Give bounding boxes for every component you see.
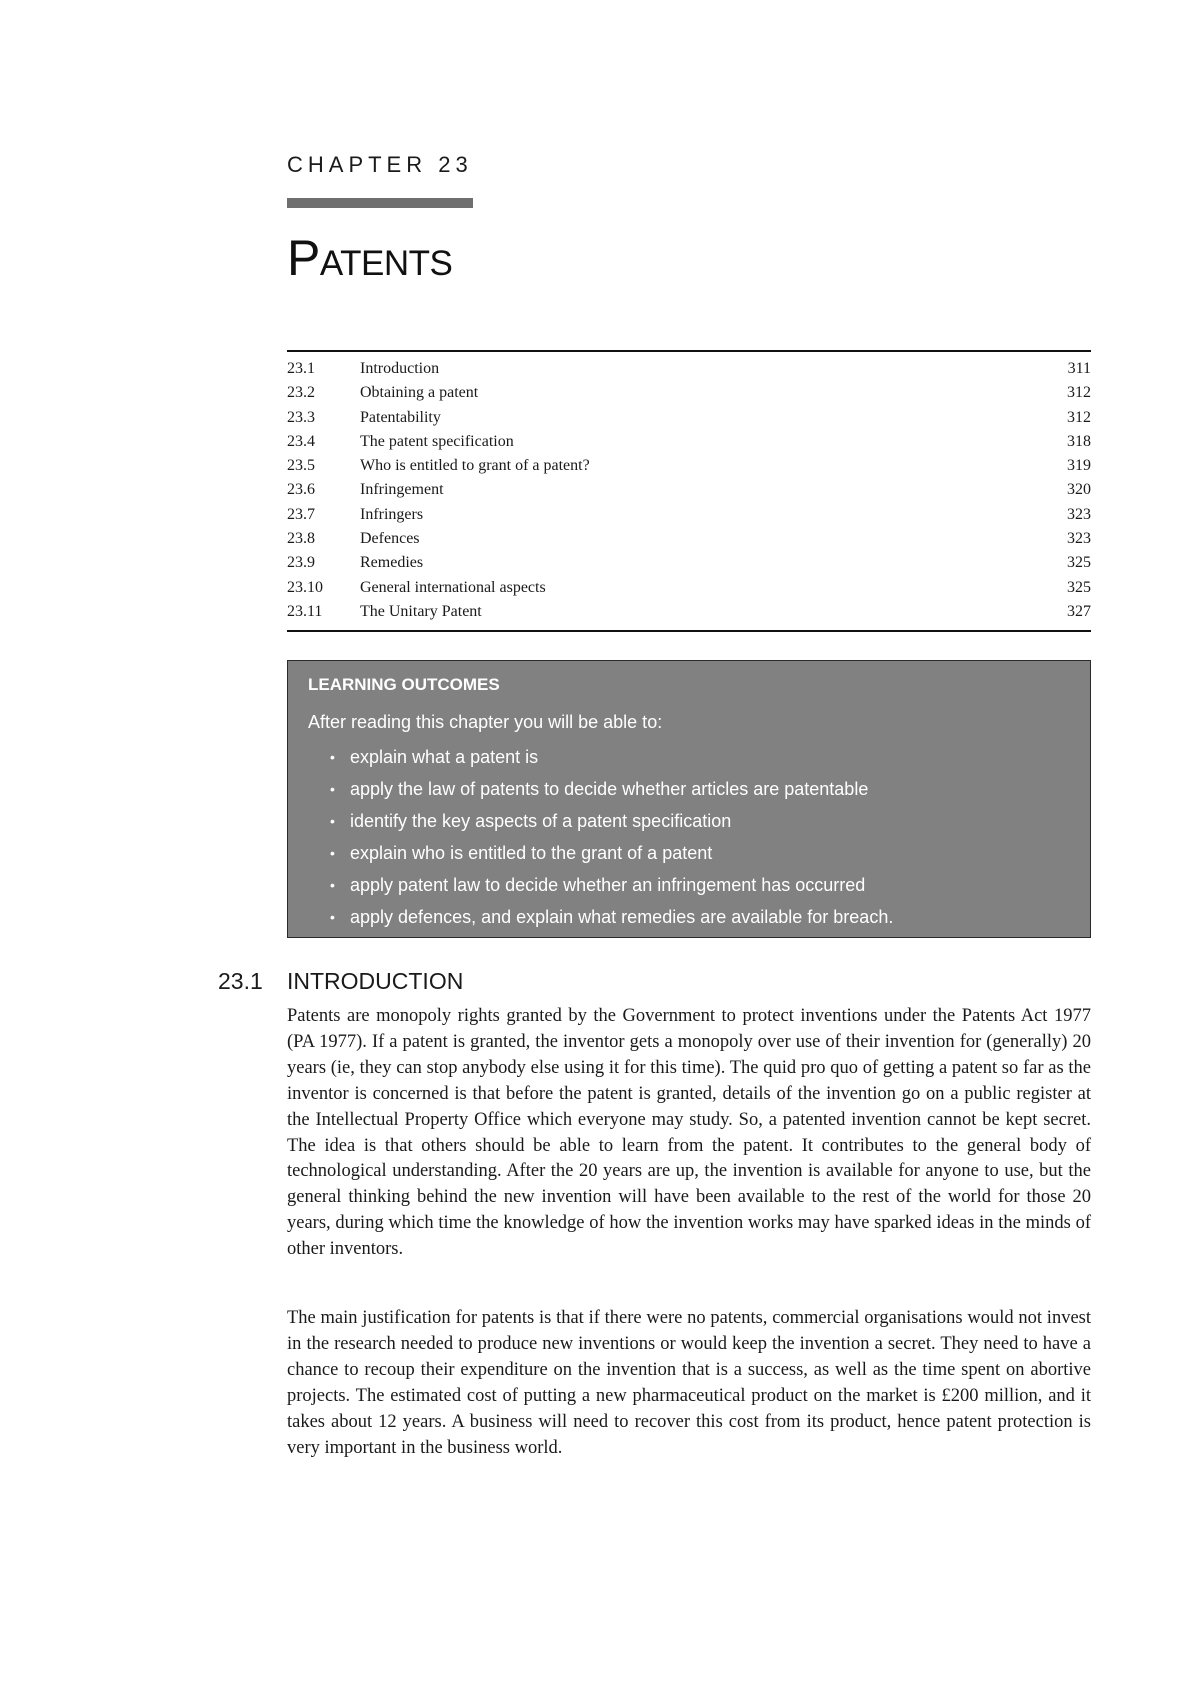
outcome-text: identify the key aspects of a patent specification [350, 811, 732, 831]
toc-row [287, 357, 1091, 381]
outcome-text: apply the law of patents to decide whether articles are patentable [350, 779, 869, 799]
toc-number: 23.11 [287, 602, 323, 620]
toc-row [287, 430, 1091, 454]
toc-title: Infringement [360, 481, 444, 499]
toc-page: 323 [1067, 530, 1091, 548]
toc-number: 23.2 [287, 384, 315, 402]
toc-row [287, 406, 1091, 430]
list-item [308, 837, 1070, 869]
bullet-icon: • [330, 813, 335, 829]
chapter-divider-bar [287, 198, 473, 208]
outcome-text: explain who is entitled to the grant of a patent [350, 843, 713, 863]
toc-page: 312 [1067, 408, 1091, 426]
outcome-text: explain what a patent is [350, 747, 539, 767]
toc-page: 327 [1067, 602, 1091, 620]
toc-row [287, 381, 1091, 405]
toc-number: 23.8 [287, 530, 315, 548]
toc-title: Infringers [360, 505, 424, 523]
list-item [308, 741, 1070, 773]
toc-row [287, 600, 1091, 624]
toc-number: 23.10 [287, 578, 323, 596]
toc-title: Obtaining a patent [360, 384, 479, 402]
list-item [308, 869, 1070, 901]
table-of-contents [287, 350, 1091, 632]
toc-page: 325 [1067, 578, 1091, 596]
learning-outcomes-heading: LEARNING OUTCOMES [308, 675, 500, 694]
toc-page: 311 [1067, 360, 1091, 377]
toc-row [287, 454, 1091, 478]
list-item [308, 901, 1070, 933]
toc-page: 318 [1067, 432, 1091, 450]
learning-outcomes-list [308, 741, 1070, 933]
body-paragraph: Patents are monopoly rights granted by the Government to protect inventions under the Patents Act 1977 (PA 1977). If a patent is granted, the inventor gets a monopoly over use of their invention for (generally) 20 years (ie, they can stop anybody else using it for this time). The quid pro quo of getting a patent so far as the inventor is concerned is that before the patent is granted, details of the invention go on a public register at the Intellectual Property Office which everyone may study. So, a patented invention cannot be kept secret. The idea is that others should be able to learn from the patent. It contributes to the general body of technological understanding. After the 20 years are up, the invention is available for anyone to use, but the general thinking behind the new invention will have been available to the rest of the world for those 20 years, during which time the knowledge of how the invention works may have sparked ideas in the minds of other inventors. [287, 1006, 1091, 1260]
toc-row [287, 527, 1091, 551]
bullet-icon: • [330, 845, 335, 861]
toc-title: The patent specification [360, 432, 514, 450]
toc-page: 320 [1067, 481, 1091, 499]
toc-number: 23.4 [287, 432, 315, 450]
section-heading: INTRODUCTION [287, 968, 464, 994]
toc-page: 312 [1067, 384, 1091, 402]
toc-title: General international aspects [360, 578, 546, 596]
toc-title: Remedies [360, 554, 424, 572]
outcome-text: apply defences, and explain what remedies are available for breach. [350, 907, 894, 927]
body-paragraph: The main justification for patents is that if there were no patents, commercial organisations would not invest in the research needed to produce new inventions or would keep the invention a secret. They need to have a chance to recoup their expenditure on the invention that is a success, as well as the time spent on abortive projects. The estimated cost of putting a new pharmaceutical product on the market is £200 million, and it takes about 12 years. A business will need to recover this cost from its product, hence patent protection is very important in the business world. [287, 1308, 1091, 1458]
toc-number: 23.6 [287, 481, 315, 499]
toc-row [287, 576, 1091, 600]
toc-page: 319 [1067, 457, 1091, 475]
toc-number: 23.5 [287, 457, 315, 475]
toc-page: 325 [1067, 554, 1091, 572]
bullet-icon: • [330, 909, 335, 925]
toc-title: Patentability [360, 408, 441, 426]
toc-number: 23.7 [287, 505, 315, 523]
outcome-text: apply patent law to decide whether an infringement has occurred [350, 875, 866, 895]
bullet-icon: • [330, 749, 335, 765]
learning-outcomes-box [287, 660, 1091, 938]
bullet-icon: • [330, 781, 335, 797]
toc-row [287, 503, 1091, 527]
toc-title: Introduction [360, 360, 440, 377]
toc-row [287, 478, 1091, 502]
bullet-icon: • [330, 877, 335, 893]
toc-title: The Unitary Patent [360, 602, 482, 620]
section-number: 23.1 [218, 968, 263, 994]
chapter-label: CHAPTER 23 [287, 152, 473, 177]
toc-title: Defences [360, 530, 420, 548]
toc-number: 23.3 [287, 408, 315, 426]
toc-title: Who is entitled to grant of a patent? [360, 457, 590, 475]
toc-row [287, 551, 1091, 575]
list-item [308, 805, 1070, 837]
chapter-title: Patents [287, 230, 453, 286]
learning-outcomes-intro: After reading this chapter you will be able to: [308, 712, 663, 732]
toc-number: 23.9 [287, 554, 315, 572]
list-item [308, 773, 1070, 805]
toc-page: 323 [1067, 505, 1091, 523]
toc-number: 23.1 [287, 360, 315, 377]
